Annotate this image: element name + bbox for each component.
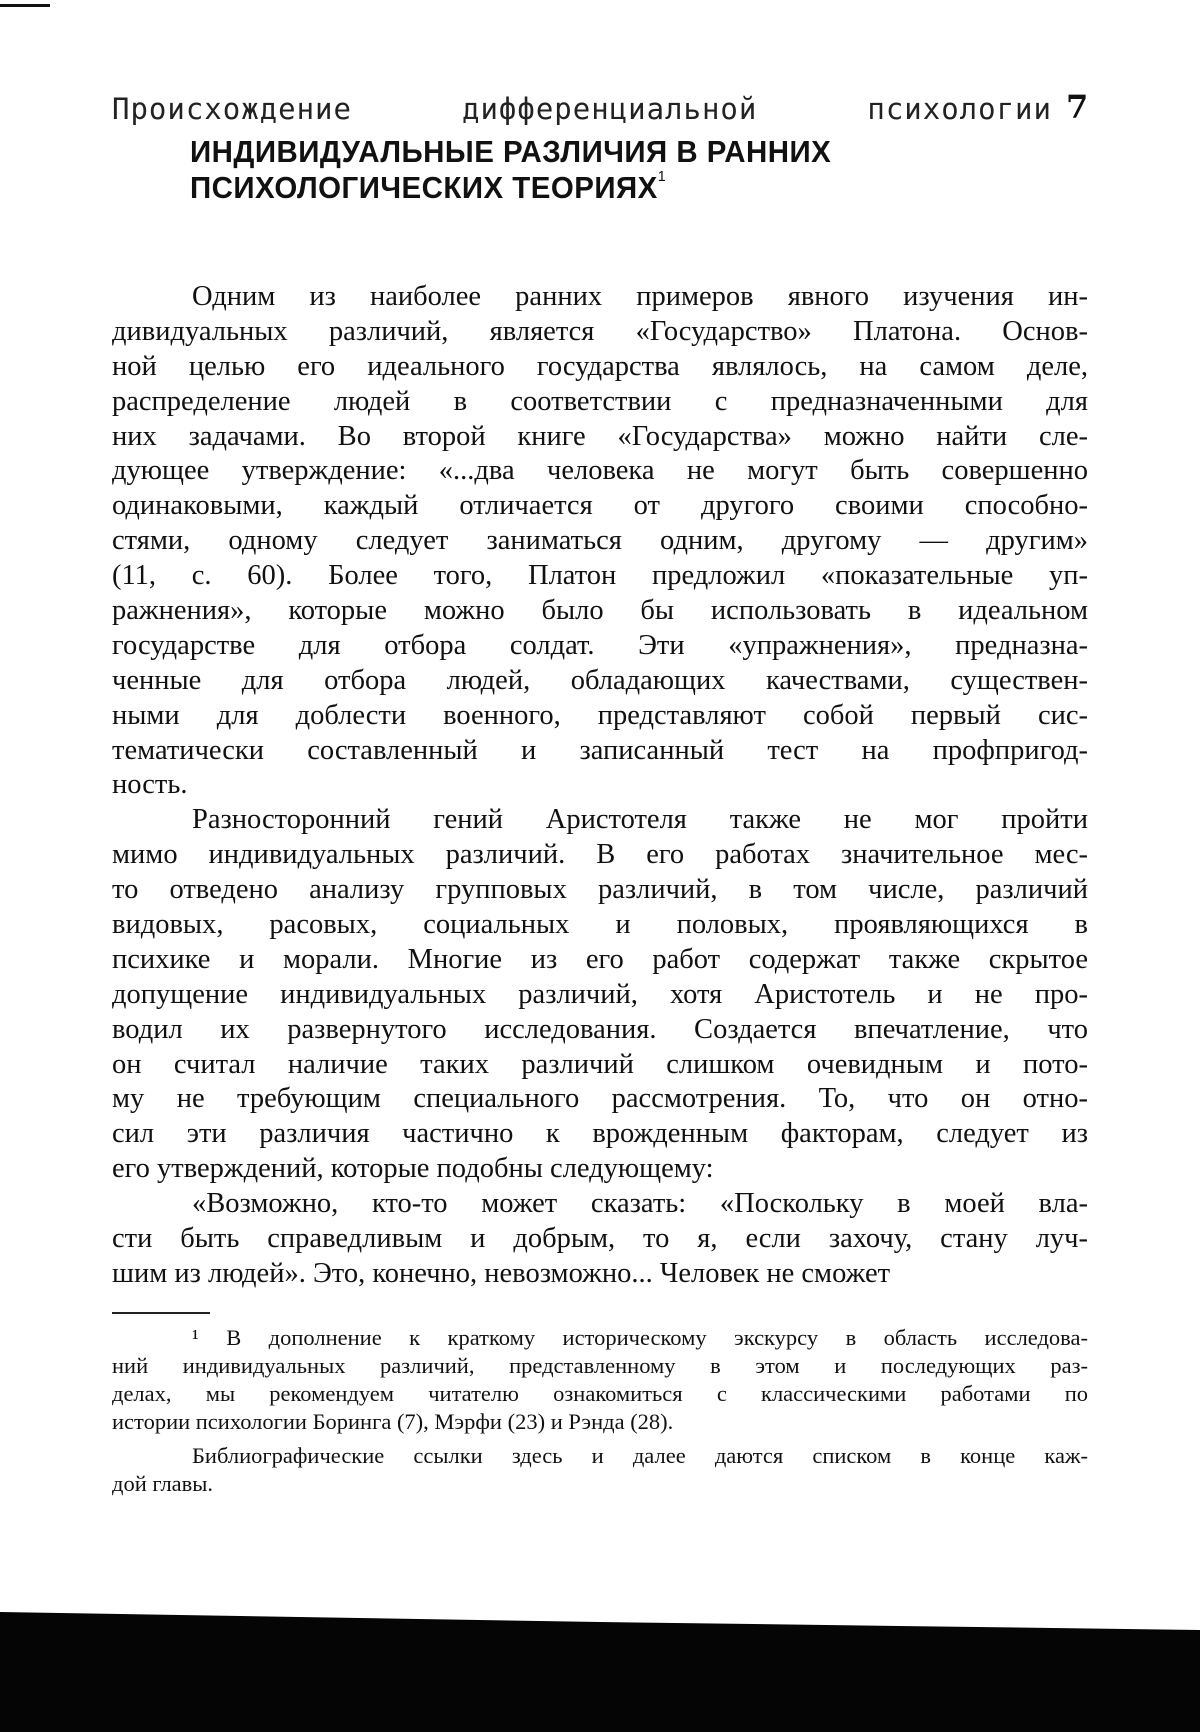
paragraph-line: му не требующим специального рассмотрения. То, что он отно- bbox=[112, 1082, 1088, 1117]
paragraph-line: ными для доблести военного, представляют собой первый сис- bbox=[112, 699, 1088, 734]
paragraph-line: (11, с. 60). Более того, Платон предложил «показательные уп- bbox=[112, 559, 1088, 594]
paragraph-line: государстве для отбора солдат. Эти «упражнения», предназна- bbox=[112, 629, 1088, 664]
paragraph-line: одинаковыми, каждый отличается от другого своими способно- bbox=[112, 489, 1088, 524]
paragraph-line: он считал наличие таких различий слишком очевидным и пото- bbox=[112, 1048, 1088, 1083]
paragraph-line: то отведено анализу групповых различий, в том числе, различий bbox=[112, 873, 1088, 908]
paragraph-line: ражнения», которые можно было бы использовать в идеальном bbox=[112, 594, 1088, 629]
page-number: 7 bbox=[1066, 88, 1088, 126]
paragraph-line: сти быть справедливым и добрым, то я, если захочу, стану луч- bbox=[112, 1222, 1088, 1257]
footnote-line: ¹ В дополнение к краткому историческому экскурсу в область исследова- bbox=[112, 1324, 1088, 1352]
paragraph-line: ной целью его идеального государства являлось, на самом деле, bbox=[112, 350, 1088, 385]
paragraph-line: допущение индивидуальных различий, хотя Аристотель и не про- bbox=[112, 978, 1088, 1013]
paragraph-line: мимо индивидуальных различий. В его работах значительное мес- bbox=[112, 838, 1088, 873]
paragraph-line: тематически составленный и записанный тест на профпригод- bbox=[112, 734, 1088, 769]
paragraph-line: психике и морали. Многие из его работ содержат также скрытое bbox=[112, 943, 1088, 978]
paragraph-line: них задачами. Во второй книге «Государства» можно найти сле- bbox=[112, 420, 1088, 455]
paragraph-line: водил их развернутого исследования. Создается впечатление, что bbox=[112, 1013, 1088, 1048]
paragraph-line: ность. bbox=[112, 768, 1088, 803]
scan-artifact-line bbox=[0, 4, 50, 7]
footnote-line: истории психологии Боринга (7), Мэрфи (23) и Рэнда (28). bbox=[112, 1408, 1088, 1436]
running-head-word: психологии bbox=[867, 92, 1052, 126]
paragraph-line: шим из людей». Это, конечно, невозможно... Человек не сможет bbox=[112, 1257, 1088, 1292]
chapter-title-line-2 bbox=[190, 170, 666, 206]
paragraph-line: «Возможно, кто-то может сказать: «Поскольку в моей вла- bbox=[112, 1187, 1088, 1222]
paragraph-line: сил эти различия частично к врожденным факторам, следует из bbox=[112, 1117, 1088, 1152]
footnote-line: ний индивидуальных различий, представленному в этом и последующих раз- bbox=[112, 1352, 1088, 1380]
running-head-word: дифференциальной bbox=[462, 92, 757, 126]
footnotes bbox=[112, 1324, 1088, 1498]
paragraph-line: Разносторонний гений Аристотеля также не мог пройти bbox=[112, 803, 1088, 838]
footnote-line: Библиографические ссылки здесь и далее даются списком в конце каж- bbox=[112, 1442, 1088, 1470]
paragraph-line: видовых, расовых, социальных и половых, проявляющихся в bbox=[112, 908, 1088, 943]
footnote-rule bbox=[112, 1312, 210, 1314]
chapter-title-text: ПСИХОЛОГИЧЕСКИХ ТЕОРИЯХ bbox=[190, 170, 658, 205]
body-text bbox=[112, 280, 1088, 1292]
footnote-line: делах, мы рекомендуем читателю ознакомиться с классическими работами по bbox=[112, 1380, 1088, 1408]
running-head bbox=[112, 92, 1052, 126]
paragraph-line: стями, одному следует заниматься одним, другому — другим» bbox=[112, 524, 1088, 559]
running-head-word: Происхождение bbox=[112, 92, 352, 126]
scan-border bbox=[0, 1600, 1200, 1732]
paragraph-line: ченные для отбора людей, обладающих качествами, существен- bbox=[112, 664, 1088, 699]
paragraph-line: Одним из наиболее ранних примеров явного изучения ин- bbox=[112, 280, 1088, 315]
paragraph-line: распределение людей в соответствии с предназначенными для bbox=[112, 385, 1088, 420]
footnote-line: дой главы. bbox=[112, 1470, 1088, 1498]
chapter-title-line-1: ИНДИВИДУАЛЬНЫЕ РАЗЛИЧИЯ В РАННИХ bbox=[190, 134, 831, 170]
paragraph-line: дующее утверждение: «...два человека не могут быть совершенно bbox=[112, 454, 1088, 489]
paragraph-line: его утверждений, которые подобны следующему: bbox=[112, 1152, 1088, 1187]
footnote-mark: 1 bbox=[658, 168, 666, 185]
paragraph-line: дивидуальных различий, является «Государство» Платона. Основ- bbox=[112, 315, 1088, 350]
